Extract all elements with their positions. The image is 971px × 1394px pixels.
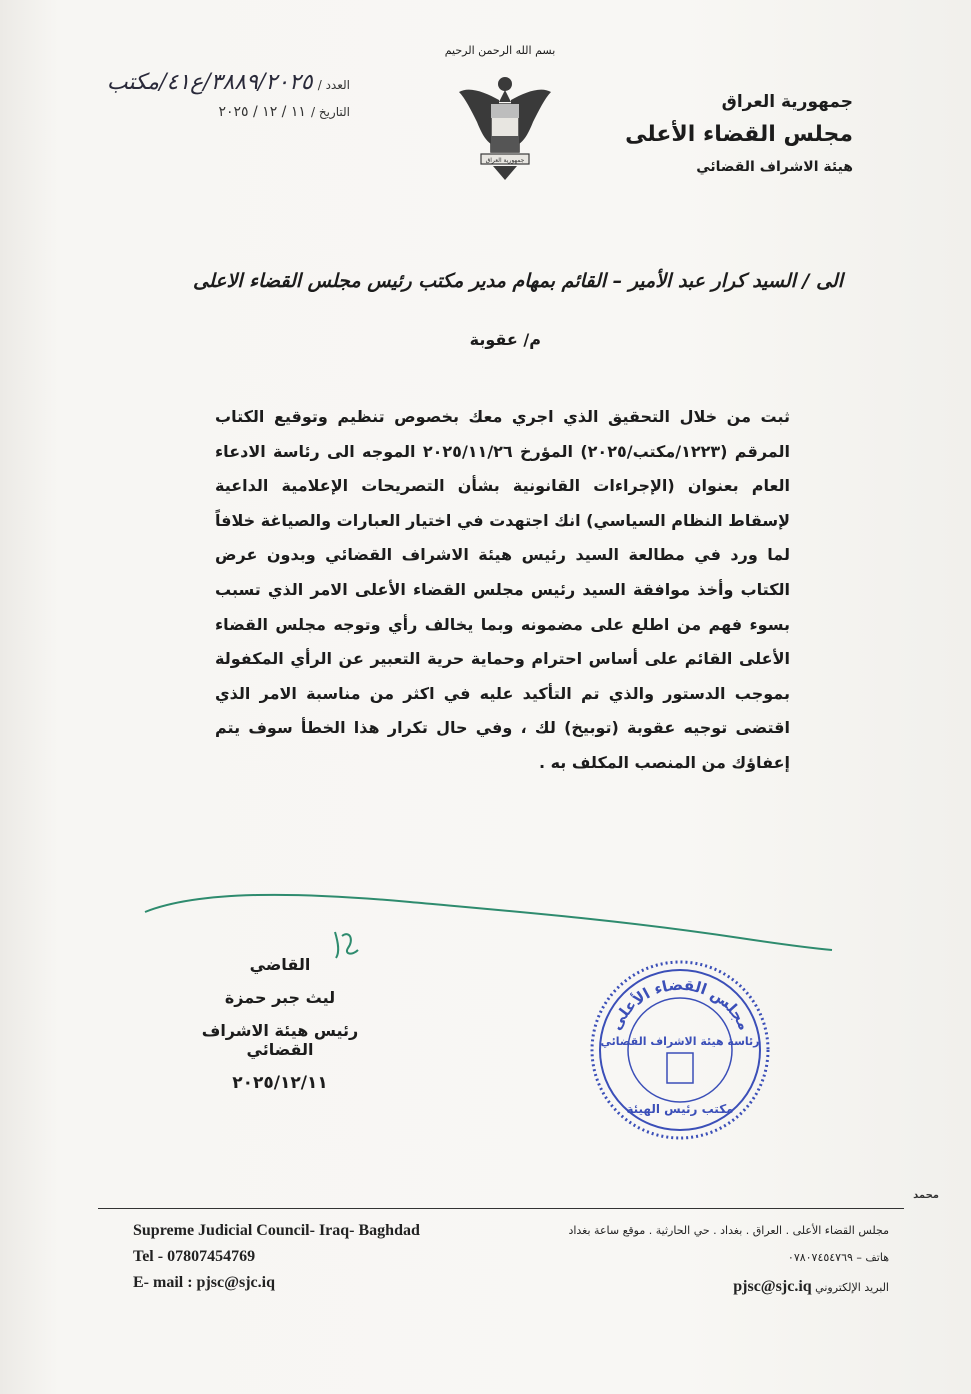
stamp-inner-text: رئاسة هيئة الاشراف القضائي <box>600 1035 760 1048</box>
corner-note: محمد <box>913 1190 939 1201</box>
footer-ar-tel: هاتف – ٠٧٨٠٧٤٥٤٧٦٩ <box>787 1251 889 1264</box>
subject-line: م/ عقوبة <box>469 330 541 349</box>
reference-block <box>30 70 350 120</box>
date-value: ١١ / ١٢ / ٢٠٢٥ <box>218 104 306 120</box>
basmala: بسم الله الرحمن الرحيم <box>444 44 556 57</box>
footer-ar-address: مجلس القضاء الأعلى . العراق . بغداد . حي الحارثية . موقع ساعة بغداد <box>568 1224 889 1237</box>
footer-ar-email-label: البريد الإلكتروني <box>815 1281 889 1294</box>
footer-english <box>133 1222 420 1300</box>
number-value: ٣٨٨٩/٢٠٢٥/ع٤١/مكتب <box>106 70 313 95</box>
council-name: مجلس القضاء الأعلى <box>625 122 853 147</box>
footer-en-tel: Tel - 07807454769 <box>133 1248 256 1265</box>
footer-arabic <box>568 1224 889 1310</box>
signatory-position: رئيس هيئة الاشراف القضائي <box>201 1021 359 1059</box>
country-name: جمهورية العراق <box>721 92 853 112</box>
recipient-line: الى / السيد كرار عبد الأمير – القائم بمهام مدير مكتب رئيس مجلس القضاء الاعلى <box>192 270 843 292</box>
official-stamp <box>585 955 775 1145</box>
footer-en-address: Supreme Judicial Council- Iraq- Baghdad <box>133 1222 420 1239</box>
iraq-emblem-icon <box>455 70 555 188</box>
department-name: هيئة الاشراف القضائي <box>696 159 853 175</box>
signature-date: ٢٠٢٥/١٢/١١ <box>232 1073 328 1093</box>
signatory-title: القاضي <box>249 955 311 974</box>
svg-text:مجلس القضاء الأعلى <box>607 976 754 1033</box>
stamp-outer-text: مجلس القضاء الأعلى <box>606 975 754 1034</box>
signatory-name: ليث جبر حمزة <box>224 988 336 1007</box>
signature-block <box>180 955 380 1107</box>
letterhead <box>625 92 853 175</box>
letter-body: ثبت من خلال التحقيق الذي اجري معك بخصوص تنظيم وتوقيع الكتاب المرقم (١٢٢٣/مكتب/٢٠٢٥) المؤرخ ٢٠٢٥/١١/٢٦ الموجه الى رئاسة الادعاء العام بعنوان (الإجراءات القانونية بشأن التصريحات الإعلامية الداعية لإسقاط النظام السياسي) انك اجتهدت في اختيار العبارات والصياغة خلافاً لما ورد في مطالعة السيد رئيس هيئة الاشراف القضائي وبدون عرض الكتاب وأخذ موافقة السيد رئيس مجلس القضاء الأعلى الامر الذي تسبب بسوء فهم من اطلع على مضمونه وبما يخالف رأي وتوجه مجلس القضاء الأعلى القائم على أساس احترام وحماية حرية التعبير عن الرأي المكفولة بموجب الدستور والذي تم التأكيد عليه في اكثر من مناسبة الامر الذي اقتضى توجيه عقوبة (توبيخ) لك ، وفي حال تكرار هذا الخطأ سوف يتم إعفاؤك من المنصب المكلف به . <box>215 407 790 772</box>
footer-ar-email: pjsc@sjc.iq <box>733 1278 812 1295</box>
number-label: العدد / <box>317 78 350 92</box>
stamp-bottom-text: مكتب رئيس الهيئة <box>626 1102 734 1116</box>
emblem-caption: جمهورية العراق <box>485 157 525 164</box>
footer-divider <box>98 1208 904 1209</box>
date-label: التاريخ / <box>310 105 350 119</box>
footer-en-email: E- mail : pjsc@sjc.iq <box>133 1274 275 1291</box>
